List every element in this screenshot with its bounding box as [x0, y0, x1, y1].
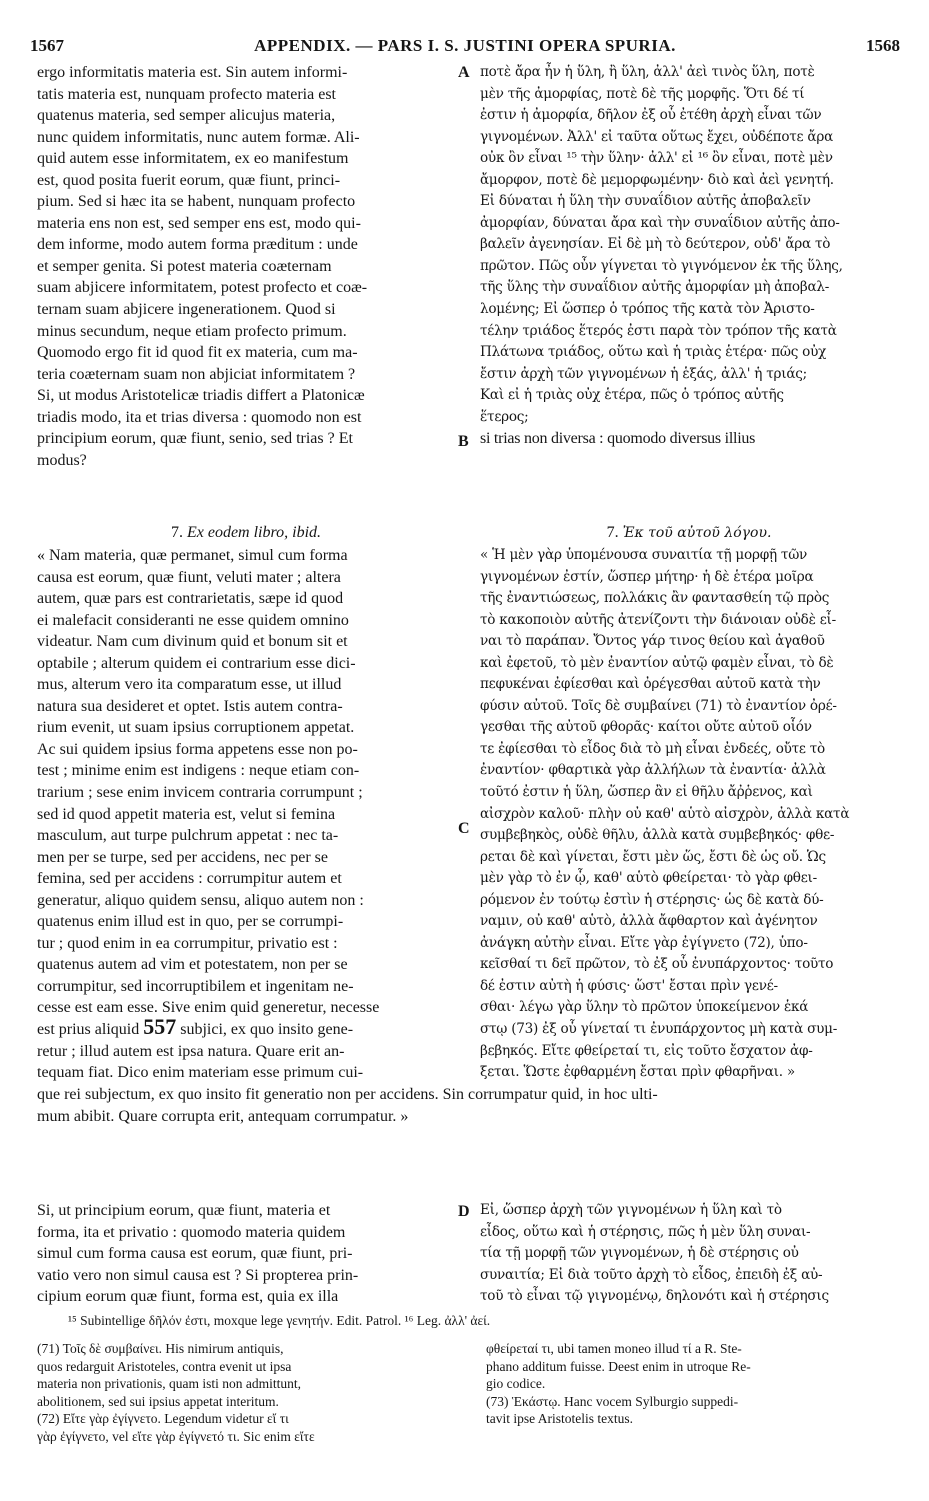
greek-text-line: ἀμορφίαν, δύναται ἄρα καὶ τὴν συναΐδιον αὐτῆς ἀπο-	[480, 214, 840, 231]
page-number-right: 1568	[866, 36, 900, 55]
margin-letter-c: C	[458, 820, 470, 837]
greek-text-line: αἰσχρὸν καλοῦ· πλὴν οὐ καθ' αὑτὸ αἰσχρὸν, ἀλλὰ κατὰ	[480, 805, 850, 822]
latin-text-line: tequam fiat. Dico enim materiam esse primum cui-	[37, 1064, 364, 1082]
footnote-line: (73) Ἑκάστῳ. Hanc vocem Sylburgio suppedi-	[486, 1393, 739, 1409]
footnote-line: gio codice.	[486, 1376, 546, 1391]
footnote-line: quos redarguit Aristoteles, contra evenit ut ipsa	[37, 1358, 292, 1374]
greek-text-line: ποτὲ ἄρα ἦν ἡ ὕλη, ἢ ὕλη, ἀλλ' ἀεὶ τινὸς ὕλη, ποτὲ	[480, 64, 815, 80]
latin-text-line: corrumpitur, sed incorruptibilem et ingenitam ne-	[37, 977, 354, 995]
latin-text-line: modus?	[37, 451, 87, 469]
latin-text-line: trarium ; sese enim invicem contraria corrumpunt ;	[37, 784, 363, 802]
footnote-line: abolitionem, sed sui ipsius appetat interitum.	[37, 1393, 279, 1409]
latin-text-line: sed id quod appetit materia est, velut si femina	[37, 805, 336, 823]
latin-text-line: mus, alterum vero ita comparatum esse, ut illud	[37, 676, 342, 694]
latin-text-line: tatis materia est, nunquam profecto materia est	[37, 85, 336, 103]
latin-text-line: autem, quæ pars est contrarietatis, sæpe id quod	[37, 590, 344, 608]
greek-column-mid	[480, 545, 898, 1084]
latin-text-line: materia ens non est, sed semper ens est, modo qui-	[37, 214, 361, 232]
editorial-note: ¹⁵ Subintellige δῆλόν ἐστι, moxque lege γενητήν. Edit. Patrol. ¹⁶ Leg. ἀλλ' ἀεί.	[68, 1313, 491, 1328]
greek-text-line: κεῖσθαί τι δεῖ πρῶτον, τὸ ἐξ οὗ ἐνυπάρχοντος· τοῦτο	[480, 956, 834, 973]
greek-text-line: τῆς ἐναντιώσεως, πολλάκις ἂν φαντασθείη τῷ πρὸς	[480, 590, 830, 607]
greek-text-line: γιγνομένων ἐστίν, ὥσπερ μήτηρ· ἡ δὲ ἑτέρα μοῖρα	[480, 568, 814, 585]
greek-text-line: ἔστιν ἀρχὴ τῶν γιγνομένων ἡ ἑξάς, ἀλλ' ἡ τριάς;	[480, 365, 807, 382]
footnote-line: φθείρεταί τι, ubi tamen moneo illud τί a R. Ste-	[486, 1341, 742, 1356]
latin-text-line: forma, ita et privatio : quomodo materia quidem	[37, 1223, 346, 1241]
greek-text-line: « Ἡ μὲν γὰρ ὑπομένουσα συναιτία τῇ μορφῇ τῶν	[480, 547, 808, 563]
latin-column-mid	[37, 545, 455, 1084]
full-width-lines	[37, 1084, 897, 1127]
greek-text-line: Εἰ δύναται ἡ ὕλη τὴν συναΐδιον αὐτῆς ἀποβαλεῖν	[480, 193, 811, 210]
latin-text-line: optabile ; alterum quidem ei contrarium esse dici-	[37, 654, 356, 672]
latin-column-top	[37, 62, 455, 471]
greek-text-line: τέλην τριάδος ἕτερός ἐστι παρὰ τὸν τρόπον τῆς κατὰ	[480, 322, 837, 339]
greek-text-line: τία τῇ μορφῇ τῶν γιγνομένων, ἡ δὲ στέρησις οὐ	[480, 1245, 799, 1262]
latin-text-line: quatenus autem ad vim et potestatem, non per se	[37, 956, 348, 974]
greek-column-bottom	[480, 1200, 898, 1308]
greek-text-line: ἕτερος;	[480, 408, 529, 425]
latin-text-line: Si, ut modus Aristotelicæ triadis differt a Platonicæ	[37, 387, 365, 405]
latin-text-line: ergo informitatis materia est. Sin autem informi-	[37, 64, 348, 81]
full-width-line: mum abibit. Quare corrupta erit, antequam corrumpatur. »	[37, 1107, 409, 1125]
greek-text-line: πεφυκέναι ἐφίεσθαι καὶ ὀρέγεσθαι αὐτοῦ κατὰ τὴν	[480, 676, 821, 693]
latin-text-line: men per se turpe, sed per accidens, nec per se	[37, 848, 328, 866]
latin-text-line: « Nam materia, quæ permanet, simul cum forma	[37, 547, 348, 564]
latin-text-line: Ac sui quidem ipsius forma appetens esse non po-	[37, 740, 358, 758]
greek-text-line: μὲν τῆς ἀμορφίας, ποτὲ δὲ τῆς μορφῆς. Ὅτι δέ τί	[480, 85, 805, 102]
greek-text-line: μὲν γὰρ τὸ ἐν ᾧ, καθ' αὑτὸ φθείρεται· τὸ γὰρ φθει-	[480, 870, 817, 887]
running-header	[30, 36, 900, 58]
latin-text-line: simul cum forma causa est eorum, quæ fiunt, pri-	[37, 1245, 353, 1263]
latin-text-line: triadis modo, ita et trias diversa : quomodo non est	[37, 408, 362, 426]
latin-text-line: minus secundum, neque etiam profecto primum.	[37, 322, 347, 340]
latin-text-line: vatio vero non simul causa est ? Si propterea prin-	[37, 1266, 359, 1284]
latin-text-line: dem informe, modo autem forma præditum : unde	[37, 236, 358, 254]
greek-text-line: λομένης; Εἰ ὥσπερ ὁ τρόπος τῆς κατὰ τὸν Ἀριστο-	[480, 301, 815, 318]
margin-letter-b: B	[458, 433, 469, 450]
greek-text-line: ἀνάγκη αὐτὴν εἶναι. Εἴτε γὰρ ἐγίγνετο (72), ὑπο-	[480, 934, 808, 951]
greek-text-line: δέ ἐστιν αὐτὴ ἡ φύσις· ὥστ' ἔσται πρὶν γενέ-	[480, 977, 778, 994]
greek-text-line: Καὶ εἰ ἡ τριὰς οὐχ ἑτέρα, πῶς ὁ τρόπος αὐτῆς	[480, 387, 784, 404]
footnotes-right	[486, 1340, 898, 1428]
latin-text-line: femina, sed per accidens : corrumpitur autem et	[37, 870, 342, 888]
latin-text-line: quatenus materia, sed semper alicujus materia,	[37, 107, 336, 125]
greek-text-line: τοῦτό ἐστιν ἡ ὕλη, ὥσπερ ἂν εἰ θῆλυ ἄῤῥενος, καὶ	[480, 784, 813, 801]
latin-text-line: masculum, aut turpe pulchrum appetat : nec ta-	[37, 827, 339, 845]
latin-column-bottom	[37, 1200, 455, 1308]
latin-text-line: et semper genita. Si potest materia coæternam	[37, 257, 332, 275]
latin-text-line: principium eorum, quæ fiunt, senio, sed trias ? Et	[37, 430, 353, 448]
latin-text-line: cesse est eam esse. Sive enim quid generetur, necesse	[37, 999, 380, 1017]
page-number-left: 1567	[30, 36, 64, 55]
latin-text-line: quatenus enim illud est in quo, per se corrumpi-	[37, 913, 344, 931]
greek-text-line: οὐκ ὂν εἶναι ¹⁵ τὴν ὕλην· ἀλλ' εἰ ¹⁶ ὂν εἶναι, ποτὲ μὲν	[480, 150, 833, 167]
greek-text-line: ἐναντίον· φθαρτικὰ γὰρ ἀλλήλων τὰ ἐναντία· ἀλλὰ	[480, 762, 826, 779]
latin-section-heading: 7. Ex eodem libro, ibid.	[170, 524, 322, 541]
greek-text-line: ρεται δὲ καὶ γίνεται, ἔστι μὲν ὥς, ἔστι δὲ ὡς οὔ. Ὡς	[480, 848, 826, 865]
greek-text-line: συναιτία; Εἰ διὰ τοῦτο ἀρχὴ τὸ εἶδος, ἐπειδὴ ἐξ αὐ-	[480, 1266, 823, 1283]
latin-text-line: tur ; quod enim in ea corrumpitur, privatio est :	[37, 934, 338, 952]
latin-text-line: quid autem esse informitatem, ex eo manifestum	[37, 150, 349, 168]
latin-text-line: Si, ut principium eorum, quæ fiunt, materia et	[37, 1202, 331, 1219]
greek-text-line: Εἰ, ὥσπερ ἀρχὴ τῶν γιγνομένων ἡ ὕλη καὶ τὸ	[480, 1202, 782, 1218]
running-title: APPENDIX. — PARS I. S. JUSTINI OPERA SPURIA.	[254, 36, 676, 55]
greek-text-line: στῳ (73) ἐξ οὗ γίνεταί τι ἐνυπάρχοντος μὴ κατὰ συμ-	[480, 1021, 838, 1038]
footnote-line: (71) Τοῖς δὲ συμβαίνει. His nimirum antiquis,	[37, 1341, 284, 1356]
footnote-line: materia non privationis, quam isti non admittunt,	[37, 1376, 301, 1391]
latin-text-line: retur ; illud autem est ipsa natura. Quare erit an-	[37, 1042, 345, 1060]
latin-text-line: est prius aliquid 557 subjici, ex quo insito gene-	[37, 1019, 455, 1041]
margin-letter-d: D	[458, 1203, 470, 1220]
greek-text-line: βεβηκός. Εἴτε φθείρεταί τι, εἰς τοῦτο ἔσχατον ἀφ-	[480, 1042, 813, 1059]
greek-text-line: τὸ κακοποιὸν αὐτῆς ἀτενίζοντι τὴν διάνοιαν οὐδὲ εἶ-	[480, 611, 836, 628]
greek-text-line: σθαι· λέγω γὰρ ὕλην τὸ πρῶτον ὑποκείμενον ἑκά	[480, 999, 809, 1016]
latin-text-line: natura sua desideret et optet. Istis autem contra-	[37, 697, 343, 715]
latin-text-line: videatur. Nam cum divinum quid et bonum sit et	[37, 633, 348, 651]
greek-text-line: τοῦ τὸ εἶναι τῷ γιγνομένῳ, δηλονότι καὶ ἡ στέρησις	[480, 1288, 829, 1305]
margin-letter-a: A	[458, 64, 470, 81]
latin-text-line: suam abjicere informitatem, potest profecto et coæ-	[37, 279, 368, 297]
greek-text-line: ἐστιν ἡ ἀμορφία, δῆλον ἐξ οὗ ἐτέθη ἀρχὴ εἶναι τῶν	[480, 107, 822, 124]
latin-text-line: Quomodo ergo fit id quod fit ex materia, cum ma-	[37, 344, 358, 362]
greek-text-line: τῆς ὕλης τὴν συναΐδιον αὐτῆς ἀμορφίαν μὴ ἀποβαλ-	[480, 279, 830, 296]
latin-text-line: test ; minime enim est indigens : neque etiam con-	[37, 762, 360, 780]
greek-text-line: ἄμορφον, ποτὲ δὲ μεμορφωμένην· διὸ καὶ ἀεὶ γενητή.	[480, 171, 834, 188]
latin-text-line: pium. Sed si hæc ita se habent, nunquam profecto	[37, 193, 356, 211]
latin-text-line: rium evenit, ut suam ipsius corruptionem appetat.	[37, 719, 355, 737]
latin-text-line: teria coæternam suam non abjiciat informitatem ?	[37, 365, 356, 383]
greek-text-line: Πλάτωνα τριάδος, οὕτω καὶ ἡ τριὰς ἑτέρα· πῶς οὐχ	[480, 344, 827, 361]
latin-text-line: causa est eorum, quæ fiunt, veluti mater ; altera	[37, 568, 341, 586]
latin-text-line: est, quod posita fuerit eorum, quæ fiunt, princi-	[37, 171, 341, 189]
latin-text-line: cipium eorum quæ fiunt, forma est, quia ex illa	[37, 1288, 339, 1306]
greek-text-line: εἶδος, οὕτω καὶ ἡ στέρησις, πῶς ἡ μὲν ὕλη συναι-	[480, 1223, 811, 1240]
full-width-line: que rei subjectum, ex quo insito fit generatio non per accidens. Sin corrumpatur quid, in hoc ulti-	[37, 1086, 658, 1103]
greek-text-line: γιγνομένων. Ἀλλ' εἰ ταῦτα οὕτως ἔχει, οὐδέποτε ἄρα	[480, 128, 834, 145]
page-marker: 557	[143, 1019, 177, 1040]
greek-text-line: φύσιν αὐτοῦ. Τοῖς δὲ συμβαίνει (71) τὸ ἐναντίον ὀρέ-	[480, 697, 837, 714]
greek-section-heading: 7. Ἐκ τοῦ αὐτοῦ λόγου.	[606, 524, 772, 541]
greek-text-line: ρόμενον ἐν τούτῳ ἐστὶν ἡ στέρησις· ὡς δὲ κατὰ δύ-	[480, 891, 824, 908]
latin-text-line: generatur, aliquo quidem sensu, aliquo autem non :	[37, 891, 364, 909]
latin-text-line: ternam suam abjicere ingenerationem. Quod si	[37, 301, 336, 319]
greek-text-line: βαλεῖν ἀγενησίαν. Εἰ δὲ μὴ τὸ δεύτερον, οὐδ' ἄρα τὸ	[480, 236, 831, 253]
greek-text-line: ναμιν, οὐ καθ' αὑτὸ, ἀλλὰ ἄφθαρτον καὶ ἀγένητον	[480, 913, 818, 930]
footnotes-left	[37, 1340, 455, 1445]
latin-text-line: ei malefacit consideranti ne esse quidem omnino	[37, 611, 349, 629]
footnote-line: γὰρ ἐγίγνετο, vel εἴτε γὰρ ἐγίγνετό τι. Sic enim εἴτε	[37, 1428, 315, 1444]
greek-column-top	[480, 62, 898, 450]
greek-text-line: ναι τὸ παράπαν. Ὄντος γάρ τινος θείου καὶ ἀγαθοῦ	[480, 633, 825, 650]
greek-text-line: γεσθαι τῆς αὐτοῦ φθορᾶς· καίτοι οὔτε αὐτοῦ οἷόν	[480, 719, 812, 736]
greek-text-line: συμβεβηκὸς, οὐδὲ θῆλυ, ἀλλὰ κατὰ συμβεβηκός· φθε-	[480, 827, 835, 844]
greek-text-line: τε ἐφίεσθαι τὸ εἶδος διὰ τὸ μὴ εἶναι ἐνδεές, οὔτε τὸ	[480, 740, 825, 757]
footnote-line: (72) Εἴτε γὰρ ἐγίγνετο. Legendum videtur εἴ τι	[37, 1411, 289, 1426]
greek-text-line: πρῶτον. Πῶς οὖν γίγνεται τὸ γιγνόμενον ἐκ τῆς ὕλης,	[480, 257, 843, 274]
latin-text-line: nunc quidem informitatis, nunc autem formæ. Ali-	[37, 128, 360, 146]
footnote-line: phano additum fuisse. Deest enim in utroque Re-	[486, 1358, 751, 1374]
greek-text-line: si trias non diversa : quomodo diversus illius	[480, 430, 756, 448]
footnote-line: tavit ipse Aristotelis textus.	[486, 1411, 633, 1426]
greek-text-line: καὶ ἐφετοῦ, τὸ μὲν ἐναντίον αὐτῷ φαμὲν εἶναι, τὸ δὲ	[480, 654, 834, 671]
greek-text-line: ξεται. Ὥστε ἐφθαρμένη ἔσται πρὶν φθαρῆναι. »	[480, 1064, 795, 1081]
